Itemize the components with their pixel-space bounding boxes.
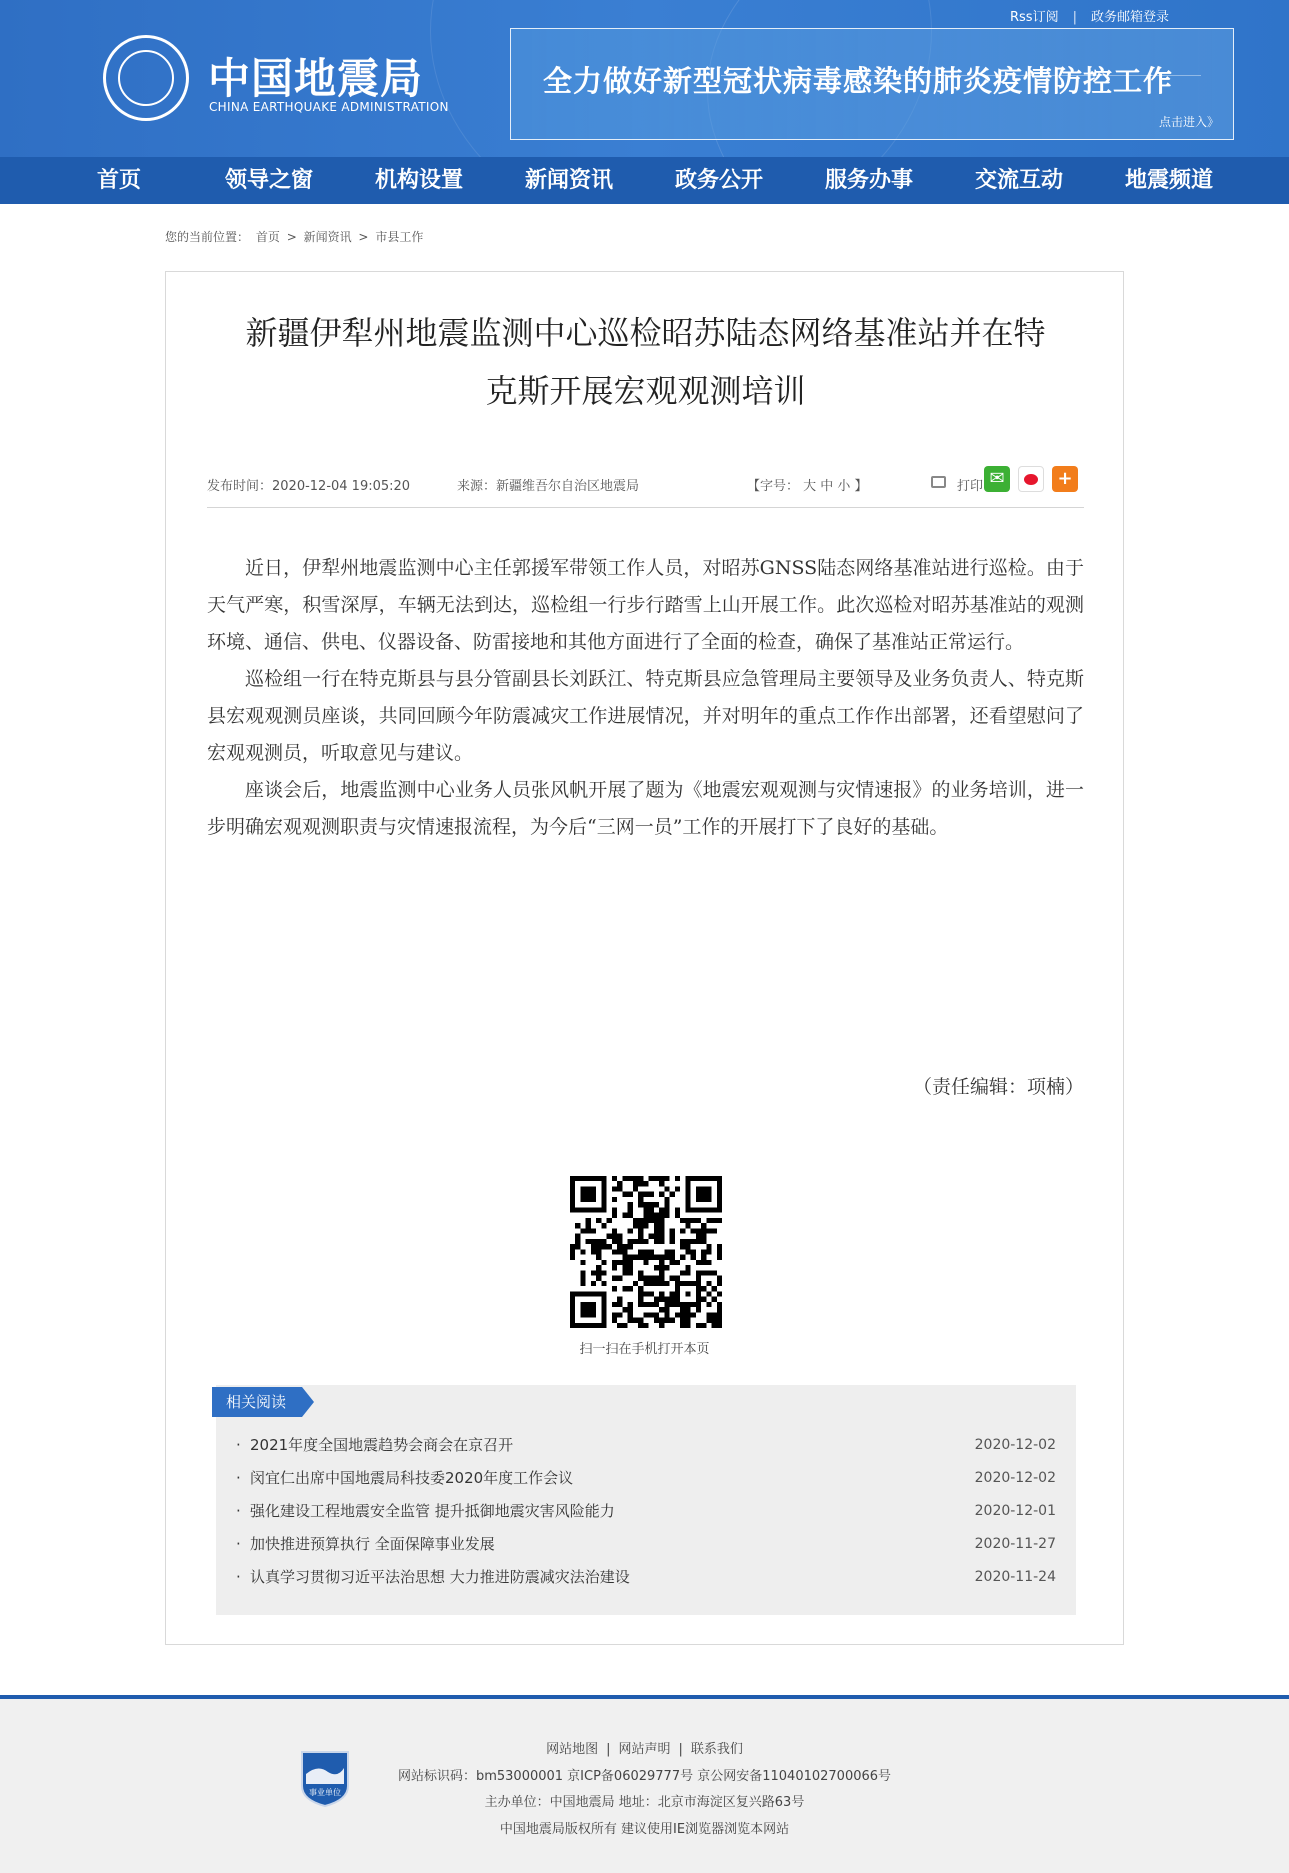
related-reading <box>216 1385 1076 1615</box>
publish-date: 发布时间：2020-12-04 19:05:20 <box>207 479 411 494</box>
breadcrumb-prefix: 您的当前位置： <box>165 230 250 244</box>
bullet-icon: · <box>236 1568 241 1586</box>
related-item-title[interactable]: 加快推进预算执行 全面保障事业发展 <box>250 1535 495 1553</box>
nav-home[interactable]: 首页 <box>96 168 141 193</box>
nav-government-affairs[interactable]: 政务公开 <box>674 168 763 193</box>
footer-link-separator: | <box>678 1742 683 1757</box>
bullet-icon: · <box>236 1436 241 1454</box>
article-container <box>165 271 1124 1645</box>
article-title-line-2: 克斯开展宏观观测培训 <box>485 372 806 410</box>
bullet-icon: · <box>236 1469 241 1487</box>
more-share-icon[interactable]: + <box>1052 466 1078 492</box>
covid-banner[interactable] <box>510 28 1234 140</box>
footer-link-statement[interactable]: 网站声明 <box>618 1742 671 1757</box>
nav-leaders[interactable]: 领导之窗 <box>224 168 313 193</box>
footer-link-sitemap[interactable]: 网站地图 <box>546 1742 599 1757</box>
site-logo-subtitle: CHINA EARTHQUAKE ADMINISTRATION <box>209 100 449 114</box>
font-size-selector[interactable]: 【字号： 大 中 小 】 <box>747 479 868 494</box>
wechat-share-icon[interactable]: ✉ <box>984 466 1010 492</box>
related-item-date: 2020-12-02 <box>974 1437 1056 1453</box>
top-links <box>1010 6 1169 25</box>
related-item[interactable] <box>216 1561 1076 1594</box>
footer-links <box>0 1737 1289 1764</box>
footer-registration: 网站标识码：bm53000001 京ICP备06029777号 京公网安备11040102700066号 <box>397 1768 892 1784</box>
earthquake-administration-emblem[interactable] <box>103 35 189 121</box>
footer-link-separator: | <box>606 1742 611 1757</box>
article-body <box>207 550 1084 846</box>
bullet-icon: · <box>236 1535 241 1553</box>
related-item[interactable] <box>216 1495 1076 1528</box>
article-title-line-1: 新疆伊犁州地震监测中心巡检昭苏陆态网络基准站并在特 <box>245 314 1046 352</box>
meta-divider <box>207 507 1084 508</box>
qr-code <box>570 1176 722 1328</box>
article-paragraph: 近日，伊犁州地震监测中心主任郭援军带领工作人员，对昭苏GNSS陆态网络基准站进行巡检。由于天气严寒，积雪深厚，车辆无法到达，巡检组一行步行踏雪上山开展工作。此次巡检对昭苏基准站的观测环境、通信、供电、仪器设备、防雷接地和其他方面进行了全面的检查，确保了基准站正常运行。 <box>207 557 1084 653</box>
footer-organizer: 主办单位：中国地震局 地址：北京市海淀区复兴路63号 <box>484 1795 805 1810</box>
nav-organization[interactable]: 机构设置 <box>374 168 463 193</box>
nav-earthquake-channel[interactable]: 地震频道 <box>1124 168 1213 193</box>
top-link-separator: | <box>1072 10 1077 25</box>
weibo-share-icon[interactable] <box>1018 466 1044 492</box>
related-item-date: 2020-12-01 <box>974 1503 1056 1519</box>
related-item-date: 2020-12-02 <box>974 1470 1056 1486</box>
breadcrumb-separator: > <box>358 230 369 244</box>
breadcrumb-separator: > <box>286 230 297 244</box>
article-meta <box>207 472 1084 492</box>
article-title <box>208 304 1083 420</box>
nav-interaction[interactable]: 交流互动 <box>974 168 1063 193</box>
breadcrumb-home[interactable]: 首页 <box>255 230 280 244</box>
site-logo-title[interactable]: 中国地震局 <box>208 54 424 103</box>
responsible-editor: （责任编辑：项楠） <box>912 1076 1084 1098</box>
article-paragraph: 座谈会后，地震监测中心业务人员张风帆开展了题为《地震宏观观测与灾情速报》的业务培训，进一步明确宏观观测职责与灾情速报流程，为今后“三网一员”工作的开展打下了良好的基础。 <box>207 779 1084 838</box>
email-login-link[interactable]: 政务邮箱登录 <box>1090 10 1169 25</box>
related-reading-tab: 相关阅读 <box>212 1387 302 1417</box>
breadcrumb-news[interactable]: 新闻资讯 <box>303 230 352 244</box>
print-button[interactable]: 打印 <box>957 479 984 494</box>
related-item[interactable] <box>216 1462 1076 1495</box>
qr-caption: 扫一扫在手机打开本页 <box>579 1342 710 1357</box>
banner-title: 全力做好新型冠状病毒感染的肺炎疫情防控工作 <box>543 64 1174 98</box>
main-nav <box>0 157 1289 204</box>
footer-text <box>0 1737 1289 1843</box>
badge-text: 事业单位 <box>309 1788 341 1797</box>
related-item[interactable] <box>216 1528 1076 1561</box>
article-paragraph: 巡检组一行在特克斯县与县分管副县长刘跃江、特克斯县应急管理局主要领导及业务负责人、特克斯县宏观观测员座谈，共同回顾今年防震减灾工作进展情况，并对明年的重点工作作出部署，还看望慰问了宏观观测员，听取意见与建议。 <box>207 668 1084 764</box>
nav-services[interactable]: 服务办事 <box>824 168 913 193</box>
footer-link-contact[interactable]: 联系我们 <box>690 1742 743 1757</box>
site-header <box>0 0 1289 157</box>
related-item-title[interactable]: 强化建设工程地震安全监管 提升抵御地震灾害风险能力 <box>250 1502 615 1520</box>
site-footer <box>0 1699 1289 1873</box>
printer-icon[interactable] <box>931 476 946 488</box>
related-item-title[interactable]: 闵宜仁出席中国地震局科技委2020年度工作会议 <box>250 1469 574 1487</box>
banner-enter-link[interactable]: 点击进入》 <box>1158 115 1219 129</box>
breadcrumb-county-work[interactable]: 市县工作 <box>375 230 424 244</box>
related-list <box>216 1429 1076 1594</box>
rss-link[interactable]: Rss订阅 <box>1010 10 1059 25</box>
breadcrumb <box>165 228 426 245</box>
related-item-date: 2020-11-27 <box>974 1536 1056 1552</box>
related-item-title[interactable]: 认真学习贯彻习近平法治思想 大力推进防震减灾法治建设 <box>250 1568 630 1586</box>
bullet-icon: · <box>236 1502 241 1520</box>
nav-news[interactable]: 新闻资讯 <box>524 168 613 193</box>
related-item-title[interactable]: 2021年度全国地震趋势会商会在京召开 <box>250 1436 514 1454</box>
footer-copyright: 中国地震局版权所有 建议使用IE浏览器浏览本网站 <box>499 1821 790 1837</box>
related-item-date: 2020-11-24 <box>974 1569 1056 1585</box>
related-item[interactable] <box>216 1429 1076 1462</box>
article-source: 来源：新疆维吾尔自治区地震局 <box>457 479 640 494</box>
